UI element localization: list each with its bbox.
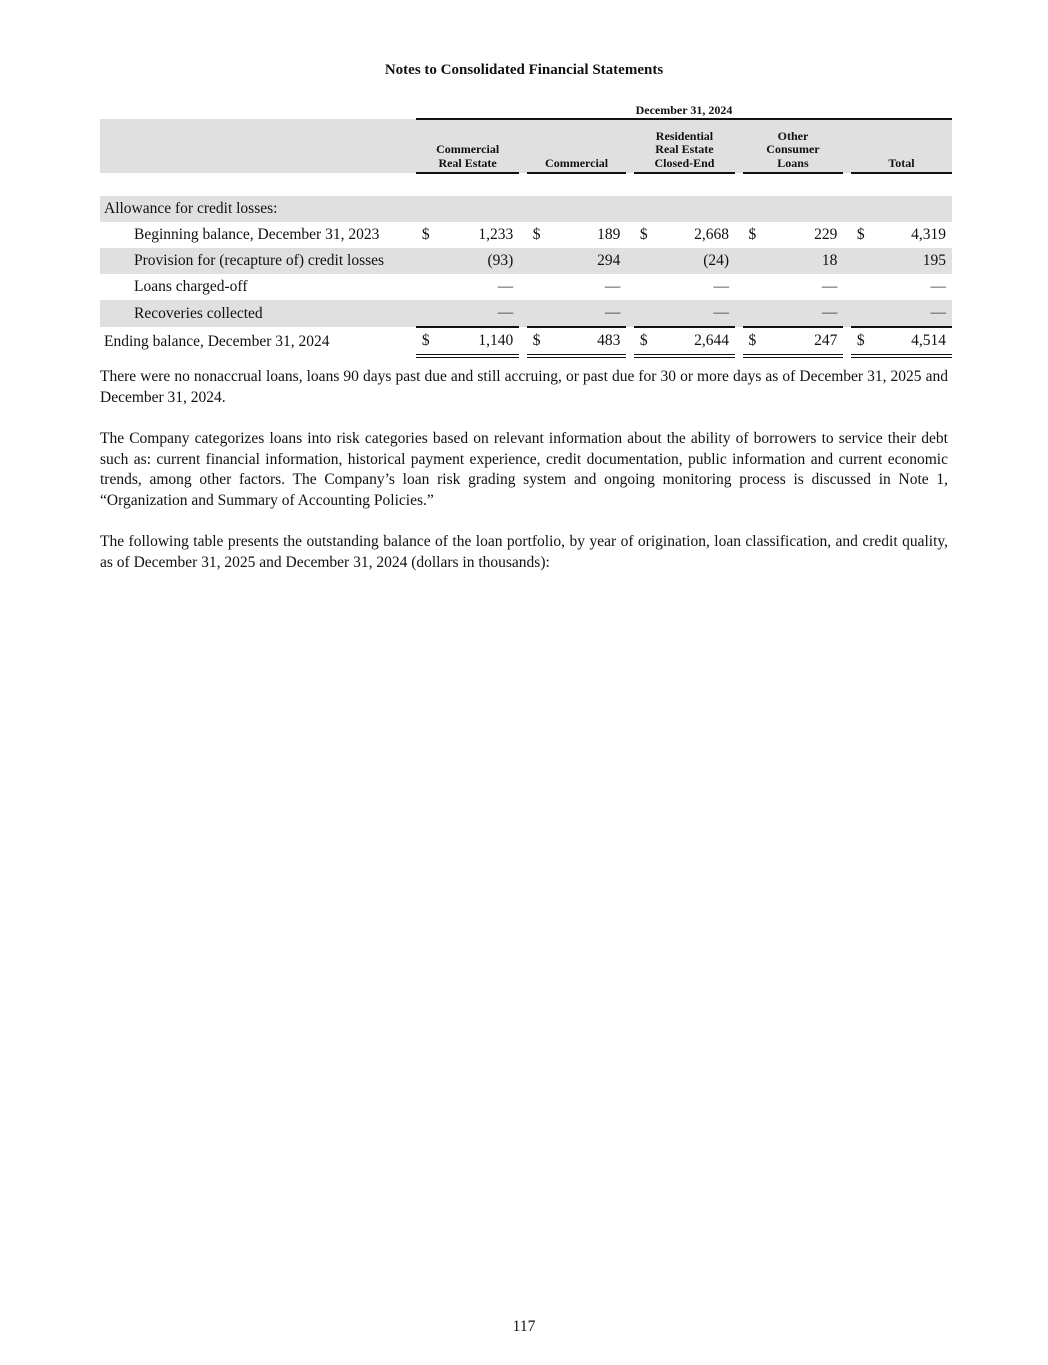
cell-value: 189 bbox=[597, 226, 621, 243]
cell-value: (93) bbox=[438, 248, 520, 274]
cell-value: 4,319 bbox=[911, 226, 946, 243]
cell-value: — bbox=[604, 278, 621, 295]
paragraph-nonaccrual: There were no nonaccrual loans, loans 90 days past due and still accruing, or past due for 30 or more days as of December 31, 2025 and December 31, 2024. bbox=[100, 368, 948, 406]
allowance-credit-losses-table bbox=[100, 100, 952, 358]
period-header: December 31, 2024 bbox=[635, 103, 733, 117]
column-header-commercial: Commercial bbox=[527, 119, 627, 173]
column-header-residential-real-estate: Residential Real Estate Closed-End bbox=[634, 119, 735, 173]
cell-value: — bbox=[764, 300, 843, 327]
column-header-commercial-real-estate: Commercial Real Estate bbox=[416, 119, 519, 173]
cell-value: (24) bbox=[655, 248, 735, 274]
row-label: Beginning balance, December 31, 2023 bbox=[134, 226, 380, 243]
ending-balance-row: Ending balance, December 31, 2024 $ 1,140 $ 483 $ 2,644 $ 247 $ 4,514 bbox=[100, 327, 952, 356]
page-number: 117 bbox=[512, 1318, 536, 1335]
total-value: 4,514 bbox=[872, 327, 952, 356]
section-label-row bbox=[100, 196, 952, 222]
cell-value: 2,668 bbox=[694, 226, 730, 243]
table-row bbox=[100, 300, 952, 327]
total-value: 1,140 bbox=[438, 327, 520, 356]
cell-value: 294 bbox=[548, 248, 626, 274]
cell-value: — bbox=[655, 300, 735, 327]
cell-value: 1,233 bbox=[478, 226, 514, 243]
cell-value: — bbox=[930, 278, 946, 295]
cell-value: 195 bbox=[872, 248, 952, 274]
column-header-total: Total bbox=[851, 119, 952, 173]
table-row: Beginning balance, December 31, 2023 $ 1,233 $ 189 $ 2,668 $ 229 $ 4,319 bbox=[100, 222, 952, 248]
row-label: Ending balance, December 31, 2024 bbox=[104, 332, 330, 350]
section-label: Allowance for credit losses: bbox=[100, 196, 952, 222]
cell-value: — bbox=[713, 278, 730, 295]
cell-value: — bbox=[438, 300, 520, 327]
cell-value: 229 bbox=[814, 226, 838, 243]
cell-value: — bbox=[497, 278, 514, 295]
row-label: Provision for (recapture of) credit losses bbox=[100, 248, 416, 274]
cell-value: — bbox=[821, 278, 838, 295]
column-header-row bbox=[100, 119, 952, 173]
column-header-other-consumer-loans: Other Consumer Loans bbox=[743, 119, 844, 173]
cell-value: 18 bbox=[764, 248, 843, 274]
paragraph-risk-categories: The Company categorizes loans into risk categories based on relevant information about the ability of borrowers to service their debt such as: current financial information, historical payment experience, credit documentation, public information and current economic trends, among other factors. The Company’s loan risk grading system and ongoing monitoring process is discussed in Note 1, “Organization and Summary of Accounting Policies.” bbox=[100, 430, 948, 509]
paragraph-table-intro: The following table presents the outstanding balance of the loan portfolio, by year of origination, loan classification, and credit quality, as of December 31, 2025 and December 31, 2024 (dollars in thousands): bbox=[100, 533, 948, 571]
row-label: Loans charged-off bbox=[134, 278, 248, 295]
row-label: Recoveries collected bbox=[100, 300, 416, 327]
total-value: 2,644 bbox=[655, 327, 735, 356]
table-row bbox=[100, 274, 952, 300]
cell-value: — bbox=[548, 300, 626, 327]
total-value: 483 bbox=[548, 327, 626, 356]
table-row bbox=[100, 248, 952, 274]
total-value: 247 bbox=[764, 327, 843, 356]
cell-value: — bbox=[872, 300, 952, 327]
page-title: Notes to Consolidated Financial Statements bbox=[384, 62, 664, 78]
